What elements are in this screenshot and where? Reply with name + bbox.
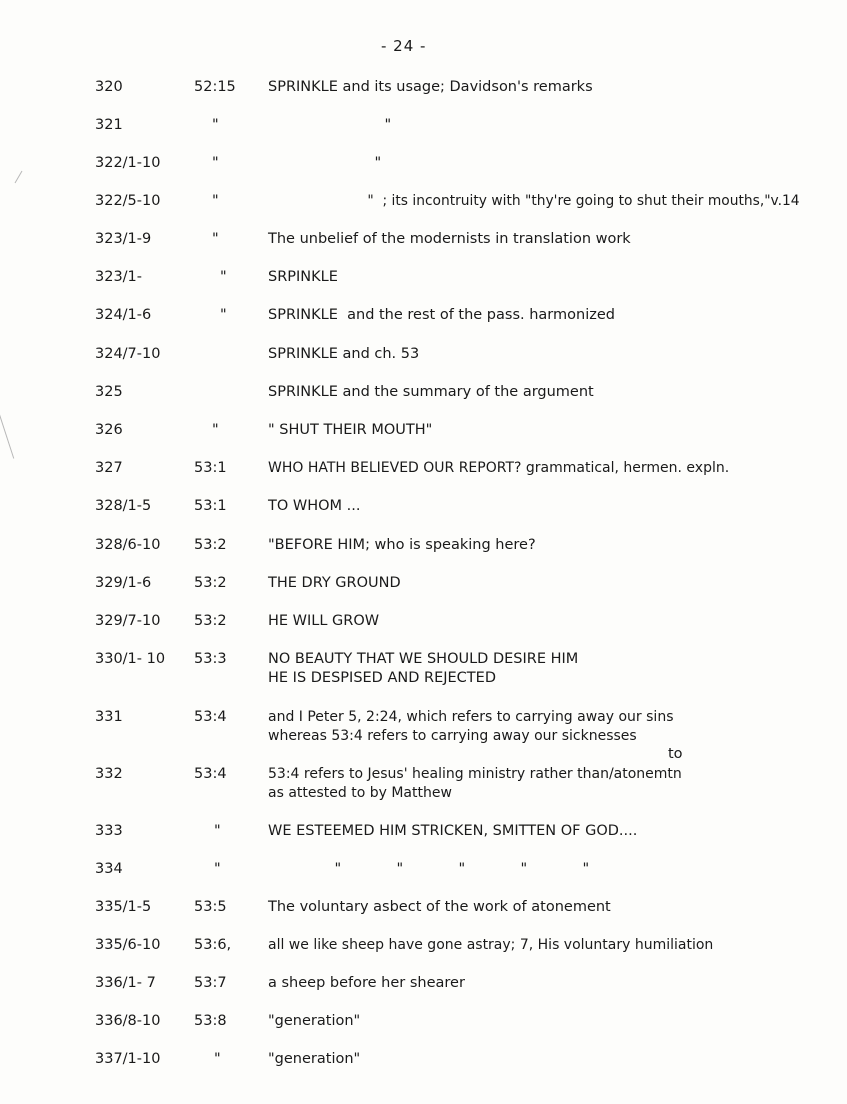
entry-reference: ": [212, 422, 219, 438]
page-number: - 24 -: [381, 37, 427, 55]
description-line: " " " " ": [270, 861, 590, 877]
description-line: SPRINKLE and ch. 53: [268, 346, 420, 362]
description-line: THE DRY GROUND: [268, 575, 401, 591]
entry-description: [268, 612, 379, 631]
entry-description: [268, 421, 432, 440]
description-line: TO WHOM ...: [268, 498, 361, 514]
entry-reference: ": [212, 231, 219, 247]
entry-description: [310, 154, 381, 173]
entry-reference: 53:2: [194, 575, 227, 591]
entry-reference: 53:5: [194, 899, 227, 915]
entry-description: [268, 1012, 360, 1031]
description-line: "generation": [268, 1051, 361, 1067]
description-line: as attested to by Matthew: [268, 785, 452, 801]
entry-page: 330/1- 10: [95, 651, 166, 667]
entry-page: 336/8-10: [95, 1013, 161, 1029]
description-line: all we like sheep have gone astray; 7, His voluntary humiliation: [268, 937, 714, 953]
description-line: " SHUT THEIR MOUTH": [268, 422, 433, 438]
entry-page: 326: [95, 422, 123, 438]
entry-description: [320, 116, 391, 135]
margin-mark: [15, 171, 23, 184]
entry-page: 323/1-9: [95, 231, 152, 247]
description-line: SPRINKLE and its usage; Davidson's remarks: [268, 79, 593, 95]
entry-description: [306, 192, 800, 211]
entry-reference: 53:8: [194, 1013, 227, 1029]
entry-page: 328/1-5: [95, 498, 152, 514]
entry-reference: 53:2: [194, 537, 227, 553]
entry-reference: 53:1: [194, 460, 227, 476]
entry-reference: ": [220, 269, 227, 285]
margin-mark: [0, 401, 14, 458]
entry-description: [270, 860, 589, 879]
entry-page: 328/6-10: [95, 537, 161, 553]
entry-description: [268, 822, 637, 841]
entry-reference: 53:4: [194, 766, 227, 782]
description-line: whereas 53:4 refers to carrying away our sicknesses: [268, 728, 637, 744]
description-line: a sheep before her shearer: [268, 975, 465, 991]
entry-reference: ": [214, 1051, 221, 1067]
entry-description: [268, 230, 631, 249]
description-line: ": [320, 117, 392, 133]
description-line: WHO HATH BELIEVED OUR REPORT? grammatical, hermen. expln.: [268, 460, 730, 476]
entry-description: [268, 574, 401, 593]
entry-description: [268, 536, 536, 555]
entry-description: [268, 1050, 360, 1069]
description-line: WE ESTEEMED HIM STRICKEN, SMITTEN OF GOD....: [268, 823, 638, 839]
entry-description: [268, 650, 578, 688]
entry-reference: 53:3: [194, 651, 227, 667]
entry-description: [268, 383, 594, 402]
entry-reference: 53:1: [194, 498, 227, 514]
entry-page: 335/1-5: [95, 899, 152, 915]
entry-page: 336/1- 7: [95, 975, 156, 991]
description-line: HE WILL GROW: [268, 613, 380, 629]
entry-page: 321: [95, 117, 123, 133]
entry-reference: 53:6,: [194, 937, 232, 953]
entry-page: 331: [95, 709, 123, 725]
description-line: ": [310, 155, 382, 171]
entry-page: 329/1-6: [95, 575, 152, 591]
entry-description: [268, 974, 465, 993]
description-line: "generation": [268, 1013, 361, 1029]
description-line: HE IS DESPISED AND REJECTED: [268, 670, 496, 686]
description-line: SRPINKLE: [268, 269, 338, 285]
entry-page: 335/6-10: [95, 937, 161, 953]
description-line: SPRINKLE and the rest of the pass. harmonized: [268, 307, 615, 323]
entry-reference: ": [214, 823, 221, 839]
entry-reference: 53:2: [194, 613, 227, 629]
description-line: NO BEAUTY THAT WE SHOULD DESIRE HIM: [268, 651, 579, 667]
entry-page: 333: [95, 823, 123, 839]
entry-page: 322/5-10: [95, 193, 161, 209]
entry-description: [268, 345, 419, 364]
description-line: and I Peter 5, 2:24, which refers to carrying away our sins: [268, 709, 674, 725]
entry-reference: ": [220, 307, 227, 323]
entry-reference: ": [212, 193, 219, 209]
entry-page: 332: [95, 766, 123, 782]
entry-reference: 53:7: [194, 975, 227, 991]
entry-page: 322/1-10: [95, 155, 161, 171]
entry-page: 337/1-10: [95, 1051, 161, 1067]
entry-page: 323/1-: [95, 269, 143, 285]
entry-description: [268, 459, 729, 478]
entry-description: [268, 306, 615, 325]
entry-reference: ": [214, 861, 221, 877]
entry-description: [268, 497, 360, 516]
entry-description: [268, 708, 674, 746]
entry-reference: 52:15: [194, 79, 236, 95]
entry-description: [268, 268, 338, 287]
description-line: The voluntary asbect of the work of atonement: [268, 899, 611, 915]
description-line: " ; its incontruity with "thy're going to shut their mouths,"v.14: [306, 193, 800, 209]
entry-description: [268, 765, 682, 803]
entry-description: [268, 78, 593, 97]
insertion-note: to: [668, 746, 683, 762]
entry-page: 320: [95, 79, 123, 95]
description-line: SPRINKLE and the summary of the argument: [268, 384, 594, 400]
entry-page: 324/7-10: [95, 346, 161, 362]
entry-page: 324/1-6: [95, 307, 152, 323]
entry-reference: 53:4: [194, 709, 227, 725]
entry-page: 329/7-10: [95, 613, 161, 629]
description-line: The unbelief of the modernists in translation work: [268, 231, 631, 247]
entry-description: [268, 936, 713, 955]
description-line: "BEFORE HIM; who is speaking here?: [268, 537, 536, 553]
entry-reference: ": [212, 117, 219, 133]
entry-description: [268, 898, 611, 917]
entry-reference: ": [212, 155, 219, 171]
entry-page: 325: [95, 384, 123, 400]
description-line: 53:4 refers to Jesus' healing ministry rather than/atonemtn: [268, 766, 682, 782]
entry-page: 327: [95, 460, 123, 476]
entry-page: 334: [95, 861, 123, 877]
